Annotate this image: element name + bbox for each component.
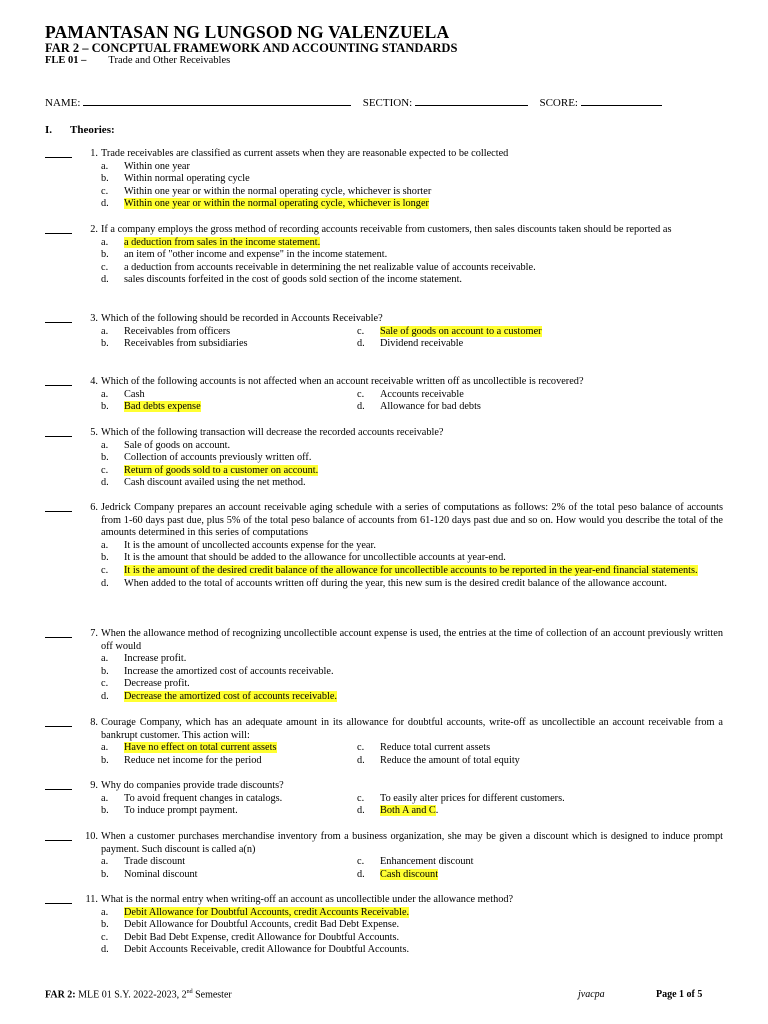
answer-blank[interactable] xyxy=(45,511,72,512)
option-b: b. To induce prompt payment. xyxy=(101,805,238,817)
answer-highlight: Decrease the amortized cost of accounts receivable. xyxy=(124,690,337,702)
question-4 xyxy=(45,376,723,414)
option-b: b. Debit Allowance for Doubtful Accounts, credit Bad Debt Expense. xyxy=(101,919,400,931)
option-a: a. It is the amount of uncollected accounts expense for the year. xyxy=(101,539,376,551)
answer-highlight: Debit Allowance for Doubtful Accounts, credit Accounts Receivable. xyxy=(124,906,410,918)
answer-highlight: Return of goods sold to a customer on account. xyxy=(124,464,319,476)
topic-title: Trade and Other Receivables xyxy=(108,55,231,66)
option-d: d. Allowance for bad debts xyxy=(357,401,481,413)
question-stem: Trade receivables are classified as current assets when they are reasonable expected to be collected xyxy=(101,148,509,159)
question-stem: Jedrick Company prepares an account receivable aging schedule with a series of computations as follows: 2% of the total peso balance of accounts from 1-60 days past due, plus 5% of the total peso balance of accounts from 61-120 days past due and so on. How would you describe the total of the amounts determined in this series of computations xyxy=(101,502,723,539)
option-a: a. To avoid frequent changes in catalogs. xyxy=(101,792,283,804)
option-d: d. When added to the total of accounts written off during the year, this new sum is the desired credit balance of the allowance account. xyxy=(101,577,667,589)
option-a: a. Cash xyxy=(101,388,145,400)
option-c: c. a deduction from accounts receivable in determining the net realizable value of accounts receivable. xyxy=(101,261,536,273)
answer-highlight: Both A and C xyxy=(380,805,436,817)
option-a: a. Receivables from officers xyxy=(101,325,231,337)
option-d: d. Cash discount availed using the net method. xyxy=(101,477,306,489)
option-c-answer: c. Sale of goods on account to a customer xyxy=(357,325,542,337)
university-title: PAMANTASAN NG LUNGSOD NG VALENZUELA xyxy=(45,22,450,42)
answer-highlight: Have no effect on total current assets xyxy=(124,742,277,754)
question-6 xyxy=(45,502,723,590)
answer-blank[interactable] xyxy=(45,726,72,727)
section-number: I. xyxy=(45,124,53,136)
question-stem: Courage Company, which has an adequate amount in its allowance for doubtful accounts, write-off as uncollectible an account receivable from a bankrupt customer. This action will: xyxy=(101,717,723,741)
answer-highlight: a deduction from sales in the income statement. xyxy=(124,236,321,248)
question-number: 7. xyxy=(90,628,98,639)
name-label: NAME: xyxy=(45,97,81,109)
option-c: c. Decrease profit. xyxy=(101,678,190,690)
answer-blank[interactable] xyxy=(45,233,72,234)
question-number: 9. xyxy=(90,780,98,791)
option-c: c. Debit Bad Debt Expense, credit Allowance for Doubtful Accounts. xyxy=(101,931,400,943)
question-number: 2. xyxy=(90,224,98,235)
option-c: c. To easily alter prices for different customers. xyxy=(357,792,565,804)
option-b: b. Increase the amortized cost of accounts receivable. xyxy=(101,665,334,677)
answer-blank[interactable] xyxy=(45,840,72,841)
question-stem: Which of the following should be recorded in Accounts Receivable? xyxy=(101,313,383,324)
option-c: c. Reduce total current assets xyxy=(357,742,491,754)
question-number: 11. xyxy=(85,894,98,905)
option-b: b. It is the amount that should be added to the allowance for uncollectible accounts at year-end. xyxy=(101,552,506,564)
score-label: SCORE: xyxy=(539,97,578,109)
question-number: 3. xyxy=(90,313,98,324)
option-c: c. Accounts receivable xyxy=(357,388,464,400)
answer-highlight: Cash discount xyxy=(380,868,439,880)
option-a: a. Trade discount xyxy=(101,856,186,868)
option-a-answer: a. Debit Allowance for Doubtful Accounts, credit Accounts Receivable. xyxy=(101,906,410,918)
option-d: d. sales discounts forfeited in the cost of goods sold section of the income statement. xyxy=(101,274,463,286)
question-number: 1. xyxy=(90,148,98,159)
footer-course-info: FAR 2: MLE 01 S.Y. 2022-2023, 2nd Semester xyxy=(45,989,232,1001)
answer-blank[interactable] xyxy=(45,436,72,437)
option-b: b. an item of "other income and expense" in the income statement. xyxy=(101,249,388,261)
option-b: b. Collection of accounts previously written off. xyxy=(101,452,312,464)
option-a: a. Within one year xyxy=(101,160,190,172)
answer-blank[interactable] xyxy=(45,903,72,904)
answer-highlight: Bad debts expense xyxy=(124,401,201,413)
student-info-row xyxy=(45,96,662,109)
question-number: 10. xyxy=(85,831,98,842)
option-d: d. Debit Accounts Receivable, credit Allowance for Doubtful Accounts. xyxy=(101,944,410,956)
option-b-answer: b. Bad debts expense xyxy=(101,401,201,413)
option-d: d. Reduce the amount of total equity xyxy=(357,754,520,766)
option-d-answer: d. Within one year or within the normal operating cycle, whichever is longer xyxy=(101,198,429,210)
option-c-answer: c. Return of goods sold to a customer on account. xyxy=(101,464,319,476)
question-stem: What is the normal entry when writing-off an account as uncollectible under the allowance method? xyxy=(101,894,514,905)
question-1 xyxy=(45,148,723,211)
question-2 xyxy=(45,224,723,287)
fle-line xyxy=(45,55,230,66)
answer-highlight: Sale of goods on account to a customer xyxy=(380,325,542,337)
question-number: 6. xyxy=(90,502,98,513)
fle-code: FLE 01 – xyxy=(45,55,87,66)
answer-blank[interactable] xyxy=(45,637,72,638)
question-9 xyxy=(45,780,723,818)
question-stem: Why do companies provide trade discounts? xyxy=(101,780,284,791)
section-title: Theories: xyxy=(70,124,115,136)
option-d-answer: d. Both A and C. xyxy=(357,805,439,817)
option-a: a. Increase profit. xyxy=(101,653,187,665)
option-d-answer: d. Cash discount xyxy=(357,868,439,880)
name-blank[interactable] xyxy=(83,96,351,106)
question-5 xyxy=(45,427,723,490)
question-number: 4. xyxy=(90,376,98,387)
question-stem: If a company employs the gross method of recording accounts receivable from customers, then sales discounts taken should be reported as xyxy=(101,224,672,235)
question-number: 5. xyxy=(90,427,98,438)
option-b: b. Nominal discount xyxy=(101,868,198,880)
answer-blank[interactable] xyxy=(45,157,72,158)
option-b: b. Reduce net income for the period xyxy=(101,754,262,766)
answer-highlight: It is the amount of the desired credit balance of the allowance for uncollectible accounts to be reported in the year-end financial statements. xyxy=(124,564,698,576)
option-d-answer: d. Decrease the amortized cost of accounts receivable. xyxy=(101,690,337,702)
question-stem: Which of the following accounts is not affected when an account receivable written off as uncollectible is recovered? xyxy=(101,376,584,387)
option-c: c. Within one year or within the normal operating cycle, whichever is shorter xyxy=(101,185,432,197)
section-label: SECTION: xyxy=(362,97,413,109)
question-stem: When the allowance method of recognizing uncollectible account expense is used, the entries at the time of collection of an account previously written off would xyxy=(101,628,723,652)
question-stem: Which of the following transaction will decrease the recorded accounts receivable? xyxy=(101,427,444,438)
section-blank[interactable] xyxy=(415,96,528,106)
option-b: b. Receivables from subsidiaries xyxy=(101,338,248,350)
option-a-answer: a. a deduction from sales in the income statement. xyxy=(101,236,321,248)
question-number: 8. xyxy=(90,717,98,728)
footer-author: jvacpa xyxy=(578,989,605,1000)
question-8 xyxy=(45,717,723,767)
question-11 xyxy=(45,894,723,957)
score-blank[interactable] xyxy=(581,96,662,106)
option-a: a. Sale of goods on account. xyxy=(101,439,231,451)
answer-blank[interactable] xyxy=(45,789,72,790)
answer-highlight: Within one year or within the normal operating cycle, whichever is longer xyxy=(124,198,429,210)
option-b: b. Within normal operating cycle xyxy=(101,173,250,185)
question-7 xyxy=(45,628,723,704)
answer-blank[interactable] xyxy=(45,385,72,386)
answer-blank[interactable] xyxy=(45,322,72,323)
page-number: Page 1 of 5 xyxy=(656,989,703,1000)
section-heading xyxy=(45,124,115,136)
course-title: FAR 2 – CONCPTUAL FRAMEWORK AND ACCOUNTING STANDARDS xyxy=(45,41,458,55)
option-a-answer: a. Have no effect on total current assets xyxy=(101,742,277,754)
option-c: c. Enhancement discount xyxy=(357,856,474,868)
question-stem: When a customer purchases merchandise inventory from a business organization, she may be given a discount which is designed to induce prompt payment. Such discount is called a(n) xyxy=(101,831,723,855)
question-3 xyxy=(45,313,723,351)
question-10 xyxy=(45,831,723,881)
option-d: d. Dividend receivable xyxy=(357,338,464,350)
option-c-answer: c. It is the amount of the desired credit balance of the allowance for uncollectible accounts to be reported in the year-end financial statements. xyxy=(101,564,698,576)
